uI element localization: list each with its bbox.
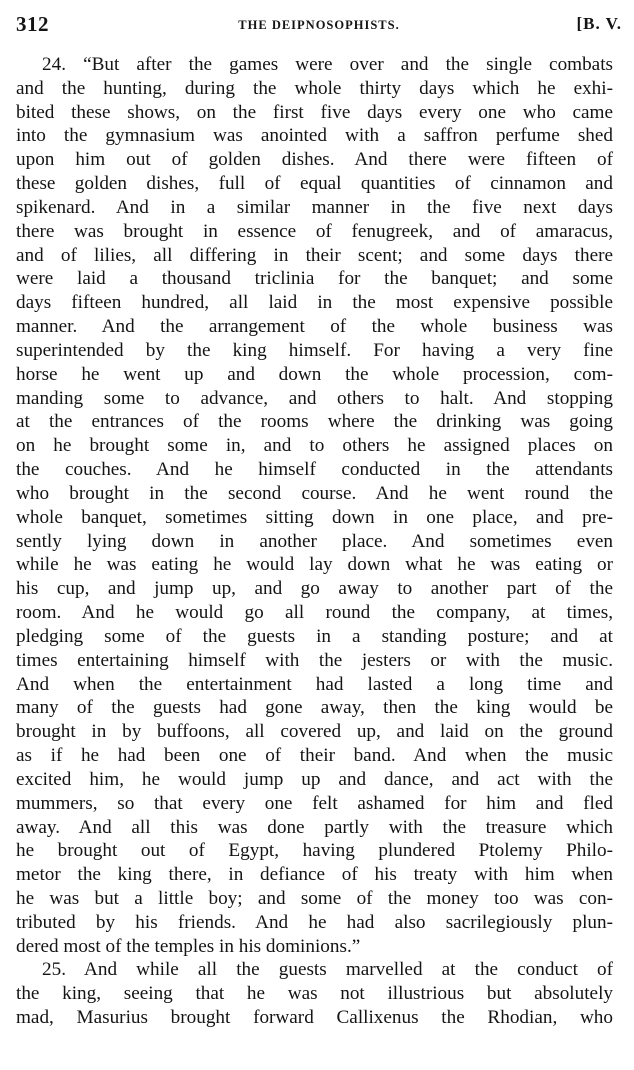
text-line: room. And he would go all round the company, at times, xyxy=(16,602,613,624)
text-line: were laid a thousand triclinia for the banquet; and some xyxy=(16,268,613,290)
page-header xyxy=(16,12,622,42)
text-line: whole banquet, sometimes sitting down in one place, and pre- xyxy=(16,506,613,528)
text-line: dered most of the temples in his dominions.” xyxy=(16,935,361,957)
text-line: mummers, so that every one felt ashamed for him and fled xyxy=(16,792,613,814)
text-line: the king, seeing that he was not illustrious but absolutely xyxy=(16,983,613,1005)
text-line: brought in by buffoons, all covered up, and laid on the ground xyxy=(16,721,613,743)
text-line: at the entrances of the rooms where the drinking was going xyxy=(16,411,613,433)
text-line: there was brought in essence of fenugreek, and of amaracus, xyxy=(16,220,613,242)
text-line: 24. “But after the games were over and the single combats xyxy=(42,54,613,75)
text-line: sently lying down in another place. And sometimes even xyxy=(16,530,613,552)
text-line: he was but a little boy; and some of the money too was con- xyxy=(16,887,613,909)
text-line: bited these shows, on the first five days every one who came xyxy=(16,101,613,123)
text-line: superintended by the king himself. For having a very fine xyxy=(16,339,613,361)
text-line: on he brought some in, and to others he assigned places on xyxy=(16,435,613,457)
text-line: away. And all this was done partly with the treasure which xyxy=(16,816,613,838)
text-line: tributed by his friends. And he had also sacrilegiously plun- xyxy=(16,911,613,933)
text-line: these golden dishes, full of equal quantities of cinnamon and xyxy=(16,173,613,195)
text-line: manner. And the arrangement of the whole business was xyxy=(16,316,613,338)
text-line: metor the king there, in defiance of his treaty with him when xyxy=(16,864,613,886)
text-line: spikenard. And in a similar manner in the five next days xyxy=(16,196,613,218)
text-line: many of the guests had gone away, then the king would be xyxy=(16,697,613,719)
text-line: who brought in the second course. And he went round the xyxy=(16,482,613,504)
text-line: mad, Masurius brought forward Callixenus the Rhodian, who xyxy=(16,1007,613,1029)
text-line: days fifteen hundred, all laid in the most expensive possible xyxy=(16,292,613,314)
body-text xyxy=(16,53,613,1030)
text-line: while he was eating he would lay down what he was eating or xyxy=(16,554,613,576)
page-number: 312 xyxy=(16,12,49,36)
text-line: pledging some of the guests in a standing posture; and at xyxy=(16,625,613,647)
text-line: the couches. And he himself conducted in the attendants xyxy=(16,459,613,481)
text-line: upon him out of golden dishes. And there were fifteen of xyxy=(16,149,613,171)
text-line: times entertaining himself with the jesters or with the music. xyxy=(16,649,613,671)
text-line: excited him, he would jump up and dance, and act with the xyxy=(16,768,613,790)
running-title: THE DEIPNOSOPHISTS. xyxy=(238,18,400,32)
text-line: as if he had been one of their band. And when the music xyxy=(16,745,613,767)
text-line: horse he went up and down the whole procession, com- xyxy=(16,363,613,385)
text-line: And when the entertainment had lasted a long time and xyxy=(16,673,613,695)
text-line: manding some to advance, and others to halt. And stopping xyxy=(16,387,613,409)
text-line: into the gymnasium was anointed with a saffron perfume shed xyxy=(16,125,613,147)
text-line: and the hunting, during the whole thirty days which he exhi- xyxy=(16,77,613,99)
text-line: he brought out of Egypt, having plundered Ptolemy Philo- xyxy=(16,840,613,862)
text-line: and of lilies, all differing in their scent; and some days there xyxy=(16,244,613,266)
text-line: his cup, and jump up, and go away to another part of the xyxy=(16,578,613,600)
section-reference: [B. V. xyxy=(576,14,622,33)
text-line: 25. And while all the guests marvelled at the conduct of xyxy=(42,959,613,981)
